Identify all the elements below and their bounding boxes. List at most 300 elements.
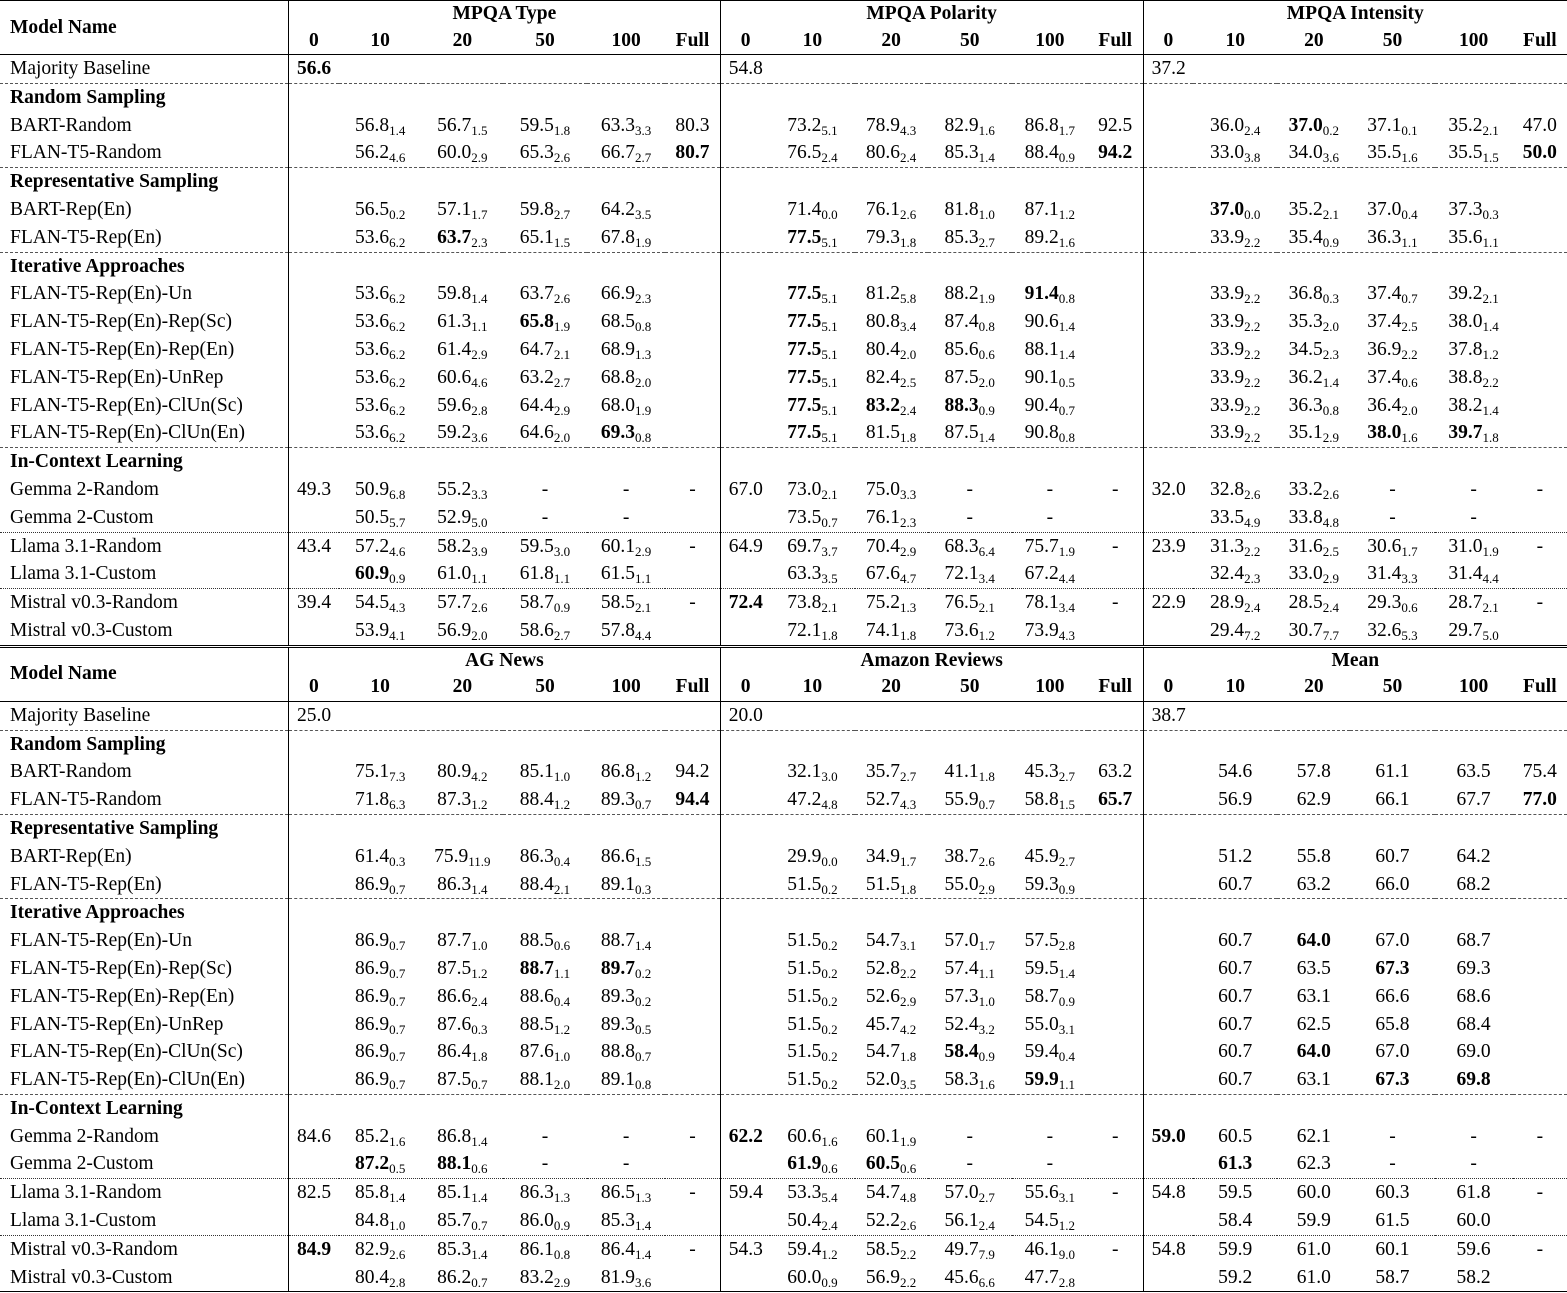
table-cell [1193,168,1277,196]
cell-value: 78.1 [1024,592,1059,614]
cell-std: 1.2 [821,1246,838,1262]
table-cell [770,224,854,252]
cell-std: 2.2 [1244,430,1261,446]
table-cell [339,786,422,814]
table-cell [503,392,587,420]
table-cell [1143,224,1193,252]
table-cell [587,814,665,842]
cell-value: 77.5 [787,394,822,416]
table-cell [855,758,928,786]
table-cell [289,83,339,111]
cell-value: 72.1 [944,563,979,585]
cell-value: 92.5 [1098,114,1133,136]
cell-std: 0.5 [635,1021,652,1037]
table-cell [665,758,720,786]
table-cell [503,139,587,167]
cell-value: 59.8 [519,198,554,220]
table-cell [1143,1264,1193,1292]
group-header-row [0,646,1567,674]
table-cell [1143,364,1193,392]
cell-value: 59.4 [787,1238,822,1260]
table-cell [1277,927,1350,955]
cell-value: 63.1 [1296,1069,1331,1091]
section-title: Representative Sampling [0,168,289,196]
table-cell [1350,1094,1434,1122]
table-row [0,617,1567,646]
table-cell [855,112,928,140]
cell-value: 63.5 [1456,761,1491,783]
table-cell [770,476,854,504]
table-cell [720,1038,770,1066]
dataset-group-header: Amazon Reviews [720,646,1143,674]
cell-value: 60.7 [1218,1013,1253,1035]
table-cell [422,504,503,532]
table-cell [422,786,503,814]
cell-value: 64.0 [1296,1041,1331,1063]
cell-value: 89.7 [600,957,636,979]
table-cell [1088,364,1143,392]
cell-value: 54.6 [1218,761,1253,783]
cell-value: 62.2 [728,1125,763,1147]
table-cell [1513,1038,1567,1066]
cell-std: 2.5 [1401,319,1418,335]
cell-value: 60.7 [1218,957,1253,979]
table-cell [1350,139,1434,167]
table-cell [422,1150,503,1178]
table-cell [855,617,928,646]
cell-std: 2.9 [553,402,571,418]
cell-value: 55.2 [437,478,472,500]
table-cell [770,814,854,842]
table-cell [1513,1123,1567,1151]
table-cell [1088,730,1143,758]
cell-std: 0.6 [553,938,571,954]
cell-value: 59.9 [1296,1210,1331,1232]
cell-std: 3.6 [1322,150,1340,166]
cell-value: 64.4 [519,394,554,416]
table-cell [1012,55,1088,84]
cell-value: 86.3 [437,873,472,895]
table-cell [1277,1123,1350,1151]
cell-value: - [1470,1125,1477,1147]
cell-value: 86.5 [600,1182,636,1204]
table-cell [587,504,665,532]
shot-count-header: 0 [1143,674,1193,702]
cell-value: 61.0 [1296,1238,1331,1260]
table-cell [1435,955,1513,983]
table-cell [1513,871,1567,899]
table-cell [1277,955,1350,983]
table-cell [1143,560,1193,588]
table-cell [1088,1179,1143,1207]
table-cell [1193,532,1277,560]
cell-value: 20.0 [728,704,763,726]
cell-std: 2.9 [553,1274,571,1290]
cell-value: 72.1 [787,619,822,641]
cell-value: 33.5 [1210,506,1245,528]
table-cell [665,504,720,532]
table-cell [1435,280,1513,308]
table-cell [855,589,928,617]
cell-std: 1.0 [389,1218,406,1234]
cell-value: - [622,1153,630,1175]
table-cell [770,560,854,588]
table-cell [720,252,770,280]
cell-value: 57.4 [944,957,979,979]
cell-value: 56.9 [865,1266,900,1288]
shot-count-header: 20 [1277,27,1350,55]
cell-std: 0.6 [471,1161,488,1177]
table-cell [720,589,770,617]
table-cell [855,364,928,392]
table-cell [720,786,770,814]
table-cell [1350,1179,1434,1207]
table-cell [1143,927,1193,955]
table-cell [1143,476,1193,504]
table-cell [587,392,665,420]
table-cell [770,1094,854,1122]
table-cell [1277,843,1350,871]
table-cell [1143,617,1193,646]
table-cell [1277,336,1350,364]
cell-std: 2.7 [978,234,995,250]
cell-std: 0.7 [978,797,995,813]
cell-value: 50.5 [354,506,390,528]
table-cell [422,617,503,646]
model-name: Llama 3.1-Custom [0,1207,289,1235]
table-cell [720,843,770,871]
table-cell [503,476,587,504]
table-cell [503,814,587,842]
table-cell [1012,560,1088,588]
cell-value: - [1111,535,1119,557]
table-cell [855,1179,928,1207]
model-name: Mistral v0.3-Custom [0,1264,289,1292]
table-cell [339,419,422,447]
table-cell [1435,112,1513,140]
cell-value: 64.0 [1296,930,1331,952]
table-cell [1513,589,1567,617]
shot-count-header: Full [665,27,720,55]
table-cell [855,955,928,983]
table-cell [587,758,665,786]
cell-value: - [689,535,696,557]
cell-std: 2.9 [471,346,488,362]
table-cell [587,843,665,871]
table-cell [1435,899,1513,927]
cell-value: 47.2 [787,789,822,811]
table-cell [1143,814,1193,842]
cell-value: 55.8 [1296,845,1331,867]
cell-std: 7.7 [1322,627,1340,643]
cell-value: 61.3 [437,311,472,333]
cell-std: 1.4 [389,1190,406,1206]
table-cell [1088,1094,1143,1122]
table-cell [503,419,587,447]
cell-std: 5.0 [1482,627,1499,643]
table-cell [770,336,854,364]
table-cell [770,1235,854,1263]
cell-std: 1.4 [978,430,995,446]
table-cell [770,280,854,308]
model-name: FLAN-T5-Rep(En)-UnRep [0,1011,289,1039]
model-name: BART-Random [0,112,289,140]
cell-value: 57.8 [600,619,636,641]
table-cell [1277,1066,1350,1094]
table-cell [1012,1150,1088,1178]
cell-std: 0.7 [471,1218,488,1234]
table-cell [1012,927,1088,955]
cell-value: 65.8 [1375,1013,1410,1035]
cell-std: 2.1 [553,881,571,897]
table-cell [1088,1150,1143,1178]
table-cell [587,927,665,955]
cell-value: 31.0 [1448,535,1483,557]
cell-std: 2.2 [1244,346,1261,362]
cell-std: 2.3 [635,291,652,307]
table-cell [289,1207,339,1235]
table-cell [770,983,854,1011]
table-cell [1513,308,1567,336]
model-name: Mistral v0.3-Random [0,589,289,617]
table-cell [587,364,665,392]
cell-value: 63.1 [1296,985,1331,1007]
cell-value: 86.4 [600,1238,636,1260]
cell-value: - [541,1125,549,1147]
table-cell [503,280,587,308]
table-cell [1193,504,1277,532]
cell-value: 77.5 [787,311,822,333]
cell-std: 1.8 [471,1049,488,1065]
cell-std: 2.7 [978,1190,995,1206]
table-cell [587,83,665,111]
table-cell [1513,532,1567,560]
cell-std: 0.0 [821,853,838,869]
table-cell [339,1038,422,1066]
table-cell [1350,336,1434,364]
table-cell [587,112,665,140]
cell-std: 1.3 [635,346,652,362]
table-cell [665,701,720,730]
cell-value: - [622,478,630,500]
shot-count-header: 10 [339,674,422,702]
table-cell [339,364,422,392]
cell-std: 2.8 [1058,1274,1076,1290]
cell-value: 49.7 [944,1238,979,1260]
table-cell [503,252,587,280]
table-cell [1350,532,1434,560]
cell-std: 2.7 [900,769,917,785]
table-cell [503,1150,587,1178]
table-cell [1350,843,1434,871]
cell-std: 1.8 [900,430,917,446]
table-cell [1277,364,1350,392]
table-row [0,1150,1567,1178]
cell-std: 0.2 [821,1077,838,1093]
cell-value: 77.5 [787,338,822,360]
table-cell [855,168,928,196]
table-cell [503,55,587,84]
cell-value: 45.3 [1024,761,1059,783]
cell-value: 51.5 [787,930,822,952]
table-cell [1277,730,1350,758]
table-cell [928,701,1012,730]
dataset-group-header: MPQA Intensity [1143,1,1567,28]
cell-value: 36.2 [1288,366,1323,388]
table-cell [665,280,720,308]
cell-std: 0.1 [1401,122,1418,138]
table-cell [1012,112,1088,140]
cell-value: 84.9 [297,1238,332,1260]
table-cell [855,224,928,252]
cell-std: 11.9 [468,853,491,869]
table-cell [422,1264,503,1292]
cell-std: 1.1 [1401,234,1418,250]
cell-std: 1.6 [389,1133,406,1149]
table-cell [1513,955,1567,983]
table-cell [1513,983,1567,1011]
cell-value: 32.8 [1210,478,1245,500]
table-cell [665,224,720,252]
table-cell [770,1264,854,1292]
cell-value: 88.4 [1024,142,1059,164]
cell-std: 1.2 [471,797,488,813]
cell-value: 64.7 [519,338,554,360]
table-cell [1143,392,1193,420]
table-cell [770,308,854,336]
table-cell [289,224,339,252]
cell-std: 7.2 [1244,627,1261,643]
section-row [0,252,1567,280]
cell-value: 69.3 [600,422,636,444]
table-cell [1435,55,1513,84]
table-cell [1143,336,1193,364]
cell-value: 88.4 [519,789,554,811]
table-cell [1193,589,1277,617]
table-cell [1350,955,1434,983]
table-cell [1277,589,1350,617]
cell-value: 37.2 [1151,58,1186,79]
table-cell [665,1150,720,1178]
cell-std: 0.9 [821,1274,838,1290]
cell-value: 86.4 [437,1041,472,1063]
table-cell [1435,252,1513,280]
cell-std: 5.1 [821,319,838,335]
cell-value: 33.2 [1288,478,1323,500]
cell-value: 80.6 [865,142,900,164]
table-cell [289,308,339,336]
table-cell [855,476,928,504]
cell-std: 1.4 [978,150,995,166]
cell-value: 87.7 [437,930,472,952]
cell-std: 1.8 [900,627,917,643]
cell-value: 57.0 [944,1182,979,1204]
cell-value: - [1536,1238,1544,1260]
cell-value: - [689,1125,696,1147]
table-cell [720,1011,770,1039]
section-row [0,899,1567,927]
table-cell [1012,1235,1088,1263]
cell-std: 2.1 [553,346,571,362]
cell-std: 1.6 [1058,234,1076,250]
table-cell [1435,504,1513,532]
model-name-header: Model Name [0,646,289,701]
cell-value: 80.9 [437,761,472,783]
table-cell [1193,1038,1277,1066]
table-cell [665,983,720,1011]
model-name: FLAN-T5-Rep(En)-ClUn(Sc) [0,392,289,420]
cell-value: 35.2 [1288,198,1323,220]
cell-value: - [1389,506,1396,528]
shot-count-header: 20 [855,674,928,702]
table-cell [665,589,720,617]
model-name: FLAN-T5-Rep(En)-ClUn(En) [0,1066,289,1094]
model-name: Majority Baseline [0,701,289,730]
table-cell [289,899,339,927]
cell-std: 2.4 [471,993,488,1009]
table-cell [720,224,770,252]
table-cell [1088,758,1143,786]
cell-std: 0.9 [978,402,995,418]
table-cell [1193,983,1277,1011]
table-cell [503,1264,587,1292]
table-cell [720,308,770,336]
table-cell [928,224,1012,252]
table-cell [1350,701,1434,730]
table-row [0,1235,1567,1263]
table-cell [1143,504,1193,532]
model-name: BART-Rep(En) [0,196,289,224]
table-cell [1088,476,1143,504]
cell-value: - [966,1153,973,1175]
cell-value: 68.6 [1456,985,1491,1007]
table-cell [1513,196,1567,224]
table-cell [1513,112,1567,140]
table-cell [1012,1038,1088,1066]
table-cell [1143,589,1193,617]
table-cell [339,871,422,899]
cell-value: 87.5 [437,1069,472,1091]
table-cell [339,392,422,420]
table-cell [720,336,770,364]
cell-std: 4.6 [471,374,488,390]
table-cell [1088,224,1143,252]
table-cell [1513,504,1567,532]
cell-value: 67.0 [1375,1041,1410,1063]
table-cell [1193,392,1277,420]
cell-std: 1.1 [978,965,995,981]
cell-value: 77.5 [787,226,822,248]
table-cell [1193,871,1277,899]
table-cell [1012,532,1088,560]
table-cell [928,814,1012,842]
table-cell [720,392,770,420]
cell-value: 35.5 [1448,142,1483,164]
cell-std: 2.4 [1322,600,1340,616]
cell-value: 53.6 [354,394,390,416]
cell-value: - [689,1238,696,1260]
table-cell [587,1066,665,1094]
dataset-group-header: MPQA Type [289,1,721,28]
cell-value: 85.1 [437,1182,472,1204]
cell-std: 2.4 [978,1218,995,1234]
table-cell [587,1264,665,1292]
table-row [0,196,1567,224]
cell-value: 73.5 [787,506,822,528]
table-cell [720,1207,770,1235]
table-cell [1350,1038,1434,1066]
table-cell [720,364,770,392]
